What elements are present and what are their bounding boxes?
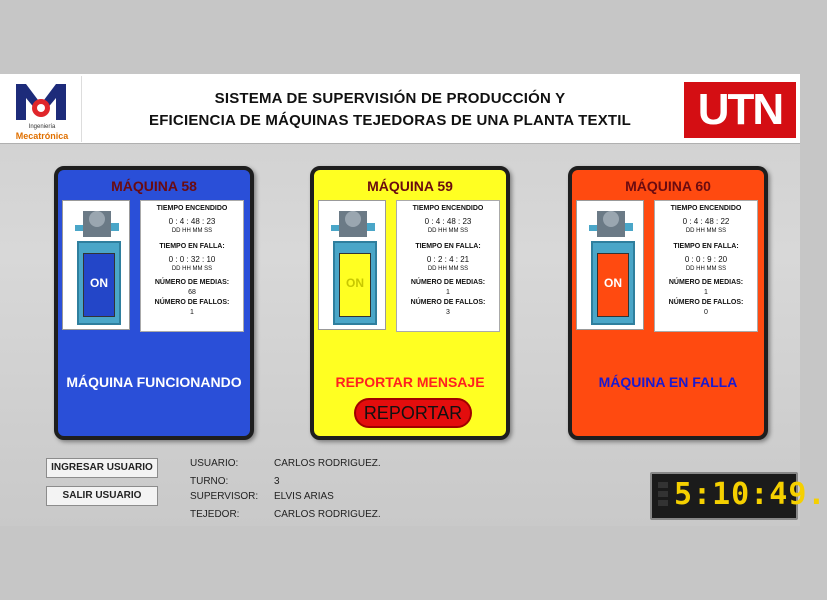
- turno-value: 3: [274, 476, 280, 487]
- faults-value: 1: [190, 309, 194, 316]
- time-on-label: TIEMPO ENCENDIDO: [412, 205, 484, 212]
- machine-cabinet: [77, 241, 121, 325]
- machine-cabinet: [591, 241, 635, 325]
- time-units: DD HH MM SS: [685, 228, 727, 234]
- machine-status: MÁQUINA EN FALLA: [598, 374, 738, 390]
- tejedor-value: CARLOS RODRIGUEZ.: [274, 509, 381, 520]
- knitting-machine-icon: [587, 205, 635, 239]
- supervisor-value: ELVIS ARIAS: [274, 491, 334, 502]
- knitting-machine-icon: [329, 205, 377, 239]
- machine-image: [318, 200, 386, 330]
- machine-status: MÁQUINA FUNCIONANDO: [66, 374, 242, 390]
- faults-label: NÚMERO DE FALLOS:: [668, 299, 744, 306]
- usuario-value: CARLOS RODRIGUEZ.: [274, 458, 381, 469]
- faults-label: NÚMERO DE FALLOS:: [410, 299, 486, 306]
- turno-label: TURNO:: [190, 476, 229, 487]
- time-fail-value: 0 : 2 : 4 : 21: [426, 255, 470, 264]
- socks-value: 1: [704, 289, 708, 296]
- machine-state-label: ON: [90, 276, 108, 290]
- time-fail-label: TIEMPO EN FALLA:: [673, 243, 739, 250]
- socks-label: NÚMERO DE MEDIAS:: [410, 279, 486, 286]
- machine-state-label: ON: [604, 276, 622, 290]
- knitting-machine-icon: [73, 205, 121, 239]
- supervisor-label: SUPERVISOR:: [190, 491, 259, 502]
- time-on-value: 0 : 4 : 48 : 23: [168, 217, 216, 226]
- clock-time: 5:10:49.: [674, 477, 827, 512]
- time-on-label: TIEMPO ENCENDIDO: [156, 205, 228, 212]
- machine-info-box: [396, 200, 500, 332]
- time-units: DD HH MM SS: [427, 228, 469, 234]
- machine-image: [576, 200, 644, 330]
- time-fail-label: TIEMPO EN FALLA:: [159, 243, 225, 250]
- title-line-2: EFICIENCIA DE MÁQUINAS TEJEDORAS DE UNA PLANTA TEXTIL: [148, 112, 631, 129]
- time-fail-label: TIEMPO EN FALLA:: [415, 243, 481, 250]
- machine-cabinet: [333, 241, 377, 325]
- time-units: DD HH MM SS: [427, 266, 469, 272]
- report-button[interactable]: REPORTAR: [354, 398, 472, 428]
- machine-state-label: ON: [346, 276, 364, 290]
- machine-info-box: [654, 200, 758, 332]
- title-line-1: SISTEMA DE SUPERVISIÓN DE PRODUCCIÓN Y: [214, 90, 566, 107]
- machine-panel-58: [54, 166, 254, 440]
- machine-title: MÁQUINA 60: [625, 178, 711, 194]
- clock-indicator-icon: [658, 482, 670, 508]
- usuario-label: USUARIO:: [190, 458, 239, 469]
- digital-clock: [650, 472, 827, 520]
- machine-door[interactable]: [83, 253, 115, 317]
- time-fail-value: 0 : 0 : 32 : 10: [168, 255, 216, 264]
- machine-panel-60: [568, 166, 768, 440]
- header-bar: [0, 74, 800, 144]
- m-logo-icon: [12, 80, 70, 124]
- faults-value: 3: [446, 309, 450, 316]
- machine-panel-59: [310, 166, 510, 440]
- time-on-value: 0 : 4 : 48 : 23: [424, 217, 472, 226]
- logout-button[interactable]: SALIR USUARIO: [46, 486, 158, 506]
- machine-status: REPORTAR MENSAJE: [335, 374, 485, 390]
- faults-value: 0: [704, 309, 708, 316]
- mecatronica-logo: [2, 76, 82, 142]
- socks-value: 68: [188, 289, 196, 296]
- faults-label: NÚMERO DE FALLOS:: [154, 299, 230, 306]
- logo-subtitle-1: Ingeniería: [28, 124, 56, 130]
- machine-title: MÁQUINA 58: [111, 178, 197, 194]
- utn-logo-text: UTN: [684, 82, 796, 138]
- time-units: DD HH MM SS: [685, 266, 727, 272]
- socks-label: NÚMERO DE MEDIAS:: [668, 279, 744, 286]
- time-fail-value: 0 : 0 : 9 : 20: [684, 255, 728, 264]
- machine-image: [62, 200, 130, 330]
- tejedor-label: TEJEDOR:: [190, 509, 240, 520]
- machine-door[interactable]: [339, 253, 371, 317]
- login-button[interactable]: INGRESAR USUARIO: [46, 458, 158, 478]
- logo-subtitle-2: Mecatrónica: [15, 131, 69, 141]
- time-on-value: 0 : 4 : 48 : 22: [682, 217, 730, 226]
- page-title: [110, 88, 670, 132]
- utn-logo: [684, 82, 796, 138]
- machine-title: MÁQUINA 59: [367, 178, 453, 194]
- socks-value: 1: [446, 289, 450, 296]
- machine-door[interactable]: [597, 253, 629, 317]
- machine-info-box: [140, 200, 244, 332]
- socks-label: NÚMERO DE MEDIAS:: [154, 279, 230, 286]
- time-units: DD HH MM SS: [171, 228, 213, 234]
- time-units: DD HH MM SS: [171, 266, 213, 272]
- time-on-label: TIEMPO ENCENDIDO: [670, 205, 742, 212]
